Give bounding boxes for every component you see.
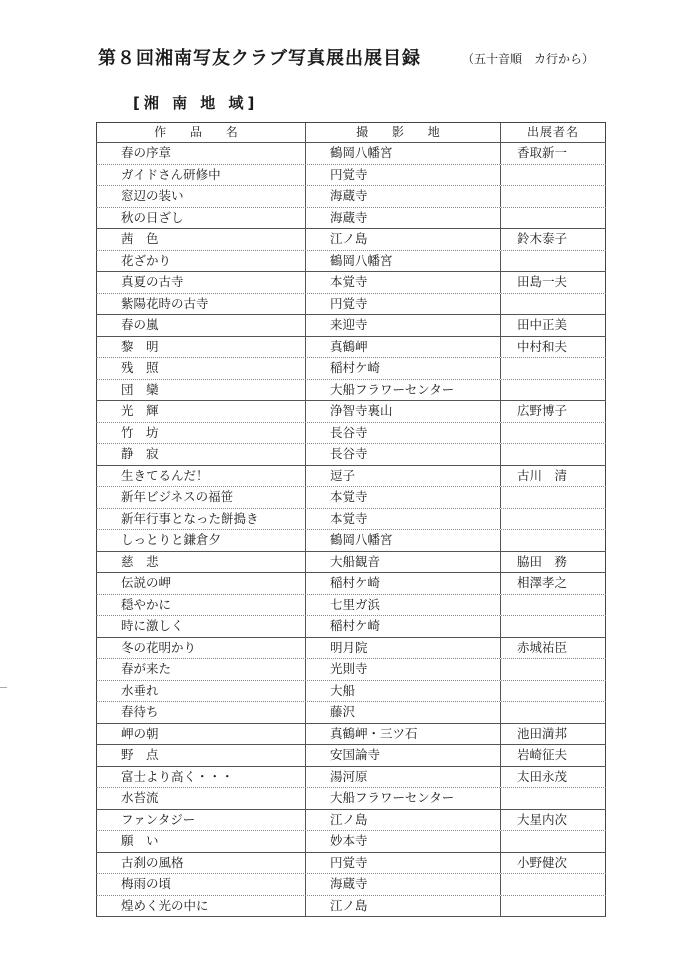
exhibitor-cell bbox=[501, 165, 606, 186]
work-cell: 時に激しく bbox=[96, 616, 306, 637]
table-row bbox=[96, 337, 606, 359]
location-cell: 真鶴岬・三ツ石 bbox=[306, 724, 501, 745]
table-row bbox=[96, 186, 606, 208]
exhibitor-cell: 赤城祐臣 bbox=[501, 638, 606, 659]
work-cell: ガイドさん研修中 bbox=[96, 165, 306, 186]
work-cell: 紫陽花時の古寺 bbox=[96, 294, 306, 315]
work-cell: 花ざかり bbox=[96, 251, 306, 272]
work-cell: 秋の日ざし bbox=[96, 208, 306, 229]
exhibitor-cell bbox=[501, 423, 606, 444]
location-cell: 光則寺 bbox=[306, 659, 501, 680]
table-row bbox=[96, 143, 606, 165]
table-row bbox=[96, 638, 606, 660]
location-cell: 大船観音 bbox=[306, 552, 501, 573]
table-row bbox=[96, 530, 606, 552]
table-row bbox=[96, 745, 606, 767]
exhibitor-cell: 田中正美 bbox=[501, 315, 606, 336]
work-cell: 慈 悲 bbox=[96, 552, 306, 573]
location-cell: 大船フラワーセンター bbox=[306, 380, 501, 401]
sort-order-note: （五十音順 カ行から） bbox=[462, 52, 595, 66]
exhibitor-cell: 広野博子 bbox=[501, 401, 606, 422]
exhibitor-cell bbox=[501, 788, 606, 809]
margin-mark bbox=[0, 687, 7, 688]
table-row bbox=[96, 444, 606, 466]
table-row bbox=[96, 724, 606, 746]
location-cell: 長谷寺 bbox=[306, 444, 501, 465]
exhibitor-cell: 中村和夫 bbox=[501, 337, 606, 358]
work-cell: 伝説の岬 bbox=[96, 573, 306, 594]
exhibitor-cell bbox=[501, 659, 606, 680]
table-row bbox=[96, 165, 606, 187]
work-cell: 願 い bbox=[96, 831, 306, 852]
location-cell: 真鶴岬 bbox=[306, 337, 501, 358]
exhibitor-cell bbox=[501, 294, 606, 315]
exhibitor-cell: 脇田 務 bbox=[501, 552, 606, 573]
region-heading: [湘 南 地 域] bbox=[133, 94, 259, 112]
exhibitor-cell: 相澤孝之 bbox=[501, 573, 606, 594]
work-cell: 梅雨の頃 bbox=[96, 874, 306, 895]
work-cell: 冬の花明かり bbox=[96, 638, 306, 659]
work-cell: 茜 色 bbox=[96, 229, 306, 250]
column-header-work: 作 品 名 bbox=[96, 123, 306, 142]
table-row bbox=[96, 272, 606, 294]
table-body bbox=[96, 143, 606, 917]
work-cell: 春待ち bbox=[96, 702, 306, 723]
work-cell: ファンタジー bbox=[96, 810, 306, 831]
table-header bbox=[96, 122, 606, 143]
location-cell: 湯河原 bbox=[306, 767, 501, 788]
work-cell: 新年ビジネスの福笹 bbox=[96, 487, 306, 508]
location-cell: 鶴岡八幡宮 bbox=[306, 530, 501, 551]
work-cell: 黎 明 bbox=[96, 337, 306, 358]
table-row bbox=[96, 315, 606, 337]
location-cell: 江ノ島 bbox=[306, 896, 501, 917]
table-row bbox=[96, 702, 606, 724]
table-row bbox=[96, 595, 606, 617]
location-cell: 妙本寺 bbox=[306, 831, 501, 852]
page-title: 第８回湘南写友クラブ写真展出展目録 bbox=[98, 48, 421, 69]
table-row bbox=[96, 659, 606, 681]
location-cell: 鶴岡八幡宮 bbox=[306, 143, 501, 164]
table-row bbox=[96, 251, 606, 273]
work-cell: 春が来た bbox=[96, 659, 306, 680]
table-row bbox=[96, 466, 606, 488]
location-cell: 鶴岡八幡宮 bbox=[306, 251, 501, 272]
location-cell: 稲村ケ崎 bbox=[306, 358, 501, 379]
exhibitor-cell bbox=[501, 358, 606, 379]
location-cell: 本覚寺 bbox=[306, 272, 501, 293]
work-cell: 水苔流 bbox=[96, 788, 306, 809]
work-cell: 静 寂 bbox=[96, 444, 306, 465]
location-cell: 稲村ケ崎 bbox=[306, 573, 501, 594]
work-cell: 残 照 bbox=[96, 358, 306, 379]
work-cell: 光 輝 bbox=[96, 401, 306, 422]
exhibitor-cell bbox=[501, 595, 606, 616]
exhibitor-cell bbox=[501, 681, 606, 702]
exhibitor-cell bbox=[501, 487, 606, 508]
location-cell: 大船 bbox=[306, 681, 501, 702]
exhibitor-cell bbox=[501, 208, 606, 229]
exhibitor-cell: 鈴木泰子 bbox=[501, 229, 606, 250]
location-cell: 海蔵寺 bbox=[306, 874, 501, 895]
exhibitor-cell: 岩崎征夫 bbox=[501, 745, 606, 766]
table-row bbox=[96, 208, 606, 230]
exhibitor-cell bbox=[501, 831, 606, 852]
exhibitor-cell bbox=[501, 616, 606, 637]
exhibitor-cell bbox=[501, 874, 606, 895]
location-cell: 明月院 bbox=[306, 638, 501, 659]
exhibitor-cell bbox=[501, 444, 606, 465]
table-row bbox=[96, 380, 606, 402]
location-cell: 江ノ島 bbox=[306, 229, 501, 250]
location-cell: 来迎寺 bbox=[306, 315, 501, 336]
table-row bbox=[96, 831, 606, 853]
table-row bbox=[96, 552, 606, 574]
work-cell: 水垂れ bbox=[96, 681, 306, 702]
location-cell: 円覚寺 bbox=[306, 165, 501, 186]
location-cell: 円覚寺 bbox=[306, 294, 501, 315]
work-cell: 竹 坊 bbox=[96, 423, 306, 444]
exhibitor-cell bbox=[501, 702, 606, 723]
table-row bbox=[96, 358, 606, 380]
column-header-exhibitor: 出展者名 bbox=[501, 123, 606, 142]
work-cell: 穏やかに bbox=[96, 595, 306, 616]
table-row bbox=[96, 810, 606, 832]
table-row bbox=[96, 509, 606, 531]
work-cell: しっとりと鎌倉夕 bbox=[96, 530, 306, 551]
exhibitor-cell bbox=[501, 380, 606, 401]
exhibitor-cell bbox=[501, 509, 606, 530]
location-cell: 大船フラワーセンター bbox=[306, 788, 501, 809]
location-cell: 七里ガ浜 bbox=[306, 595, 501, 616]
location-cell: 本覚寺 bbox=[306, 487, 501, 508]
exhibitor-cell: 太田永茂 bbox=[501, 767, 606, 788]
location-cell: 円覚寺 bbox=[306, 853, 501, 874]
work-cell: 窓辺の装い bbox=[96, 186, 306, 207]
exhibit-table bbox=[96, 122, 606, 917]
table-row bbox=[96, 767, 606, 789]
work-cell: 生きてるんだ！ bbox=[96, 466, 306, 487]
exhibitor-cell bbox=[501, 896, 606, 917]
work-cell: 新年行事となった餅搗き bbox=[96, 509, 306, 530]
location-cell: 藤沢 bbox=[306, 702, 501, 723]
exhibitor-cell: 田島一夫 bbox=[501, 272, 606, 293]
exhibitor-cell: 香取新一 bbox=[501, 143, 606, 164]
table-row bbox=[96, 788, 606, 810]
table-row bbox=[96, 423, 606, 445]
location-cell: 海蔵寺 bbox=[306, 208, 501, 229]
work-cell: 岬の朝 bbox=[96, 724, 306, 745]
table-row bbox=[96, 229, 606, 251]
work-cell: 野 点 bbox=[96, 745, 306, 766]
work-cell: 煌めく光の中に bbox=[96, 896, 306, 917]
exhibitor-cell: 小野健次 bbox=[501, 853, 606, 874]
work-cell: 富士より高く・・・ bbox=[96, 767, 306, 788]
work-cell: 団 欒 bbox=[96, 380, 306, 401]
exhibitor-cell bbox=[501, 530, 606, 551]
exhibitor-cell: 池田満邦 bbox=[501, 724, 606, 745]
work-cell: 春の序章 bbox=[96, 143, 306, 164]
exhibitor-cell bbox=[501, 186, 606, 207]
table-row bbox=[96, 853, 606, 875]
location-cell: 逗子 bbox=[306, 466, 501, 487]
table-row bbox=[96, 573, 606, 595]
location-cell: 江ノ島 bbox=[306, 810, 501, 831]
location-cell: 海蔵寺 bbox=[306, 186, 501, 207]
location-cell: 本覚寺 bbox=[306, 509, 501, 530]
location-cell: 長谷寺 bbox=[306, 423, 501, 444]
exhibitor-cell: 大星内次 bbox=[501, 810, 606, 831]
table-row bbox=[96, 874, 606, 896]
location-cell: 稲村ケ崎 bbox=[306, 616, 501, 637]
location-cell: 安国論寺 bbox=[306, 745, 501, 766]
column-header-location: 撮 影 地 bbox=[306, 123, 501, 142]
table-row bbox=[96, 616, 606, 638]
location-cell: 浄智寺裏山 bbox=[306, 401, 501, 422]
work-cell: 古刹の風格 bbox=[96, 853, 306, 874]
table-row bbox=[96, 487, 606, 509]
exhibitor-cell: 古川 清 bbox=[501, 466, 606, 487]
table-row bbox=[96, 681, 606, 703]
table-row bbox=[96, 896, 606, 918]
work-cell: 真夏の古寺 bbox=[96, 272, 306, 293]
table-row bbox=[96, 294, 606, 316]
exhibitor-cell bbox=[501, 251, 606, 272]
work-cell: 春の嵐 bbox=[96, 315, 306, 336]
table-row bbox=[96, 401, 606, 423]
